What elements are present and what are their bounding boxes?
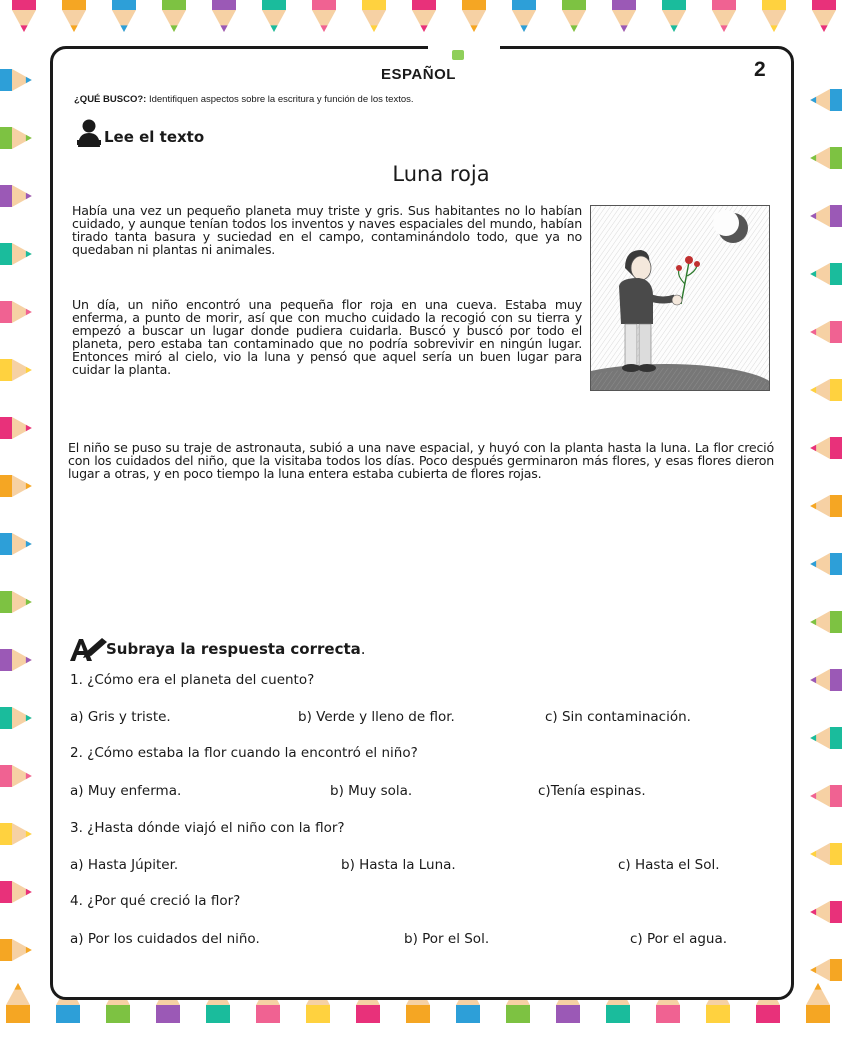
pencil-icon [0, 185, 32, 207]
story-paragraph-1: Había una vez un pequeño planeta muy triste y gris. Sus habitantes no lo habían cuidado, y aunque tenían todos los inventos y naves espaciales del mundo, habían tirado tanta basura y suciedad en el campo, contaminándolo todo, que ya no quedaban ni plantas ni animales. [72, 203, 582, 257]
question-3-option-b[interactable]: b) Hasta la Luna. [341, 857, 456, 873]
question-3-option-c[interactable]: c) Hasta el Sol. [618, 857, 720, 873]
pencil-icon [810, 901, 842, 923]
pencil-icon [0, 533, 32, 555]
pencil-icon [810, 611, 842, 633]
pencil-icon [512, 0, 536, 32]
pencil-icon [812, 0, 836, 32]
pencil-icon [0, 243, 32, 265]
pencil-icon [810, 843, 842, 865]
pencil-icon [362, 0, 386, 32]
pencil-icon [0, 417, 32, 439]
pencil-icon [810, 785, 842, 807]
question-4: 4. ¿Por qué creció la flor? [70, 893, 241, 909]
frame-gap [428, 40, 500, 54]
purpose-line [74, 94, 414, 105]
story-title: Luna roja [392, 162, 490, 186]
pencil-icon [810, 959, 842, 981]
pencil-icon [712, 0, 736, 32]
story-paragraph-2: Un día, un niño encontró una pequeña flor roja en una cueva. Estaba muy enferma, a punto de morir, así que con mucho cuidado la recogió con su tierra y empezó a buscar un lugar donde pudiera cuidarla. Buscó y buscó por todo el planeta, pero estaba tan contaminado que no podría sobrevivir en ningún lugar. Entonces miró al cielo, vio la luna y pensó que aquel sería un buen lugar para cuidar la planta. [72, 297, 582, 377]
pencil-icon [0, 475, 32, 497]
question-1: 1. ¿Cómo era el planeta del cuento? [70, 672, 315, 688]
question-1-option-b[interactable]: b) Verde y lleno de flor. [298, 709, 455, 725]
pencil-icon [810, 205, 842, 227]
exercise-heading [106, 640, 366, 658]
pencil-icon [810, 379, 842, 401]
pencil-icon [810, 495, 842, 517]
pencil-icon [12, 0, 36, 32]
pencil-icon [0, 765, 32, 787]
purpose-text: Identifiquen aspectos sobre la escritura y función de los textos. [148, 94, 414, 105]
pencil-icon [0, 707, 32, 729]
question-1-option-a[interactable]: a) Gris y triste. [70, 709, 171, 725]
pencil-icon [0, 127, 32, 149]
pencil-icon [810, 437, 842, 459]
pencil-icon [0, 823, 32, 845]
question-3: 3. ¿Hasta dónde viajó el niño con la flor? [70, 820, 345, 836]
pencil-icon [462, 0, 486, 32]
pencil-a-icon [68, 636, 108, 662]
exercise-heading-text: Subraya la respuesta correcta [106, 640, 361, 658]
pencil-icon [0, 301, 32, 323]
page-number: 2 [754, 58, 766, 81]
pencil-icon [762, 0, 786, 32]
reading-heading: Lee el texto [104, 128, 205, 146]
pencil-icon [0, 939, 32, 961]
question-2-option-a[interactable]: a) Muy enferma. [70, 783, 182, 799]
pencil-icon [262, 0, 286, 32]
frame-pencil-tip [452, 50, 464, 60]
pencil-icon [612, 0, 636, 32]
pencil-icon [0, 649, 32, 671]
pencil-icon [162, 0, 186, 32]
pencil-icon [412, 0, 436, 32]
exercise-heading-period: . [360, 640, 366, 658]
pencil-icon [112, 0, 136, 32]
purpose-label: ¿QUÉ BUSCO?: [74, 94, 147, 105]
question-1-option-c[interactable]: c) Sin contaminación. [545, 709, 691, 725]
question-2-option-c[interactable]: c)Tenía espinas. [538, 783, 646, 799]
question-2: 2. ¿Cómo estaba la flor cuando la encontró el niño? [70, 745, 418, 761]
pencil-icon [212, 0, 236, 32]
pencil-icon [810, 321, 842, 343]
pencil-icon [810, 263, 842, 285]
question-4-option-b[interactable]: b) Por el Sol. [404, 931, 490, 947]
pencil-icon [312, 0, 336, 32]
pencil-icon [810, 89, 842, 111]
pencil-icon [662, 0, 686, 32]
pencil-icon [810, 553, 842, 575]
question-3-option-a[interactable]: a) Hasta Júpiter. [70, 857, 179, 873]
reading-person-icon [74, 118, 104, 148]
pencil-icon [0, 359, 32, 381]
pencil-icon [562, 0, 586, 32]
pencil-icon [0, 69, 32, 91]
story-paragraph-3: El niño se puso su traje de astronauta, subió a una nave espacial, y huyó con la planta hasta la luna. La flor creció con los cuidados del niño, que la visitaba todos los días. Poco después germinaron más flores, y esas flores dieron lugar a otras, y en poco tiempo la luna entera estaba cubierta de flores rojas. [68, 440, 774, 481]
question-2-option-b[interactable]: b) Muy sola. [330, 783, 413, 799]
pencil-icon [62, 0, 86, 32]
pencil-icon [6, 983, 30, 1023]
story-illustration [590, 205, 770, 391]
question-4-option-c[interactable]: c) Por el agua. [630, 931, 728, 947]
pencil-icon [0, 881, 32, 903]
subject-title: ESPAÑOL [381, 66, 456, 83]
pencil-icon [0, 591, 32, 613]
question-4-option-a[interactable]: a) Por los cuidados del niño. [70, 931, 260, 947]
pencil-icon [810, 727, 842, 749]
pencil-icon [806, 983, 830, 1023]
pencil-icon [810, 669, 842, 691]
